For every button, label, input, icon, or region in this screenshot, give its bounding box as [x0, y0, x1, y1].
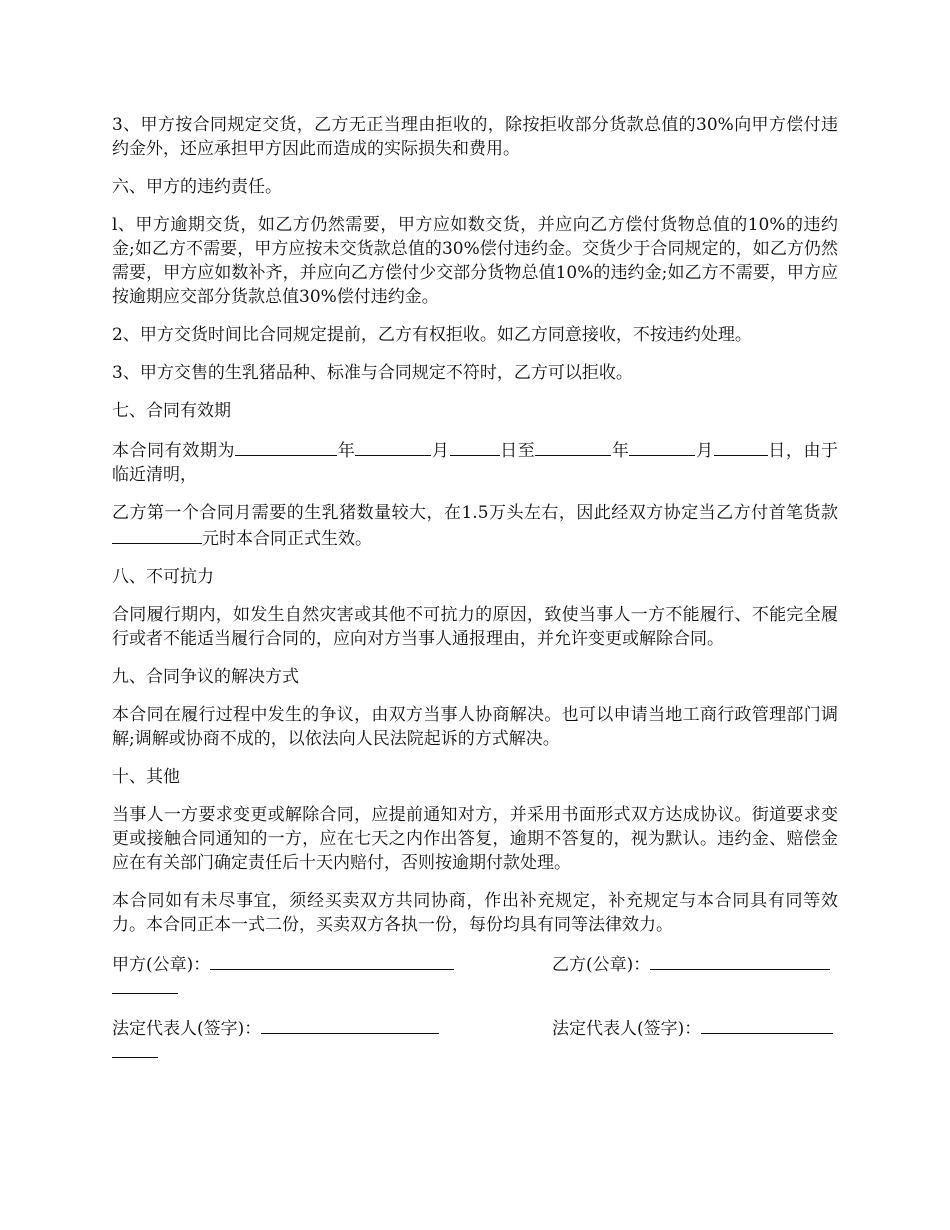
clause-1-late-delivery: l、甲方逾期交货，如乙方仍然需要，甲方应如数交货，并应向乙方偿付货物总值的10%的违约金;如乙方不需要，甲方应按未交货款总值的30%偿付违约金。交货少于合同规定的，如乙方仍然需要，甲方应如数补齐，并应向乙方偿付少交部分货物总值10%的违约金;如乙方不需要，甲方应按逾期应交部分货款总值30%偿付违约金。 — [112, 215, 838, 307]
section-9-heading: 九、合同争议的解决方式 — [112, 667, 299, 687]
force-majeure-text: 合同履行期内，如发生自然灾害或其他不可抗力的原因，致使当事人一方不能履行、不能完全履行或者不能适当履行合同的，应向对方当事人通报理由，并允许变更或解除合同。 — [112, 605, 838, 649]
party-b-seal-line-wrap — [112, 975, 178, 994]
modification-text: 当事人一方要求变更或解除合同，应提前通知对方，并采用书面形式双方达成协议。街道要求变更或接触合同通知的一方，应在七天之内作出答复，逾期不答复的，视为默认。违约金、赔偿金应在有关部门确定责任后十天内赔付，否则按逾期付款处理。 — [112, 805, 838, 873]
section-8-heading: 八、不可抗力 — [112, 567, 214, 587]
section-10-heading: 十、其他 — [112, 767, 180, 787]
party-b-seal — [552, 951, 830, 977]
validity-year2: 年 — [611, 441, 630, 461]
party-a-rep-line[interactable] — [261, 1015, 439, 1034]
party-a-rep-label: 法定代表人(签字)： — [112, 1019, 262, 1039]
start-year-blank — [235, 437, 337, 456]
payment-suffix: 元时本合同正式生效。 — [202, 529, 372, 549]
section-6-heading: 六、甲方的违约责任。 — [112, 177, 282, 197]
validity-paragraph — [112, 437, 838, 487]
clause-3-buyer-refusal: 3、甲方按合同规定交货，乙方无正当理由拒收的，除按拒收部分货款总值的30%向甲方偿付违约金外，还应承担甲方因此而造成的实际损失和费用。 — [112, 115, 838, 159]
validity-month2: 月 — [695, 441, 714, 461]
party-b-rep-line-wrap — [112, 1039, 158, 1058]
supplementary-text: 本合同如有未尽事宜，须经买卖双方共同协商，作出补充规定，补充规定与本合同具有同等效力。本合同正本一式二份，买卖双方各执一份，每份均具有同等法律效力。 — [112, 891, 838, 935]
party-b-rep-label: 法定代表人(签字)： — [552, 1019, 702, 1039]
clause-2-early-delivery: 2、甲方交货时间比合同规定提前，乙方有权拒收。如乙方同意接收，不按违约处理。 — [112, 325, 752, 345]
validity-day-to: 日至 — [499, 441, 536, 461]
payment-paragraph — [112, 501, 838, 551]
seal-row-continuation — [112, 975, 838, 999]
party-b-representative — [552, 1015, 833, 1041]
end-month-blank — [629, 437, 695, 456]
validity-day-end: 日，由于临近清明， — [112, 441, 839, 485]
payment-amount-blank — [112, 525, 202, 544]
seal-row — [112, 951, 838, 975]
party-a-seal-line[interactable] — [210, 951, 454, 970]
party-a-representative — [112, 1015, 439, 1041]
clause-3-nonconforming: 3、甲方交售的生乳猪品种、标准与合同规定不符时，乙方可以拒收。 — [112, 363, 633, 383]
validity-month1: 月 — [431, 441, 450, 461]
payment-prefix: 乙方第一个合同月需要的生乳猪数量较大，在1.5万头左右，因此经双方协定当乙方付首笔货款 — [112, 503, 838, 523]
party-b-seal-line[interactable] — [650, 951, 830, 970]
section-7-heading: 七、合同有效期 — [112, 401, 231, 421]
party-a-seal — [112, 951, 454, 977]
dispute-resolution-text: 本合同在履行过程中发生的争议，由双方当事人协商解决。也可以申请当地工商行政管理部门调解;调解或协商不成的，以依法向人民法院起诉的方式解决。 — [112, 705, 838, 749]
start-day-blank — [450, 437, 500, 456]
validity-prefix: 本合同有效期为 — [112, 441, 236, 461]
party-b-rep-line[interactable] — [701, 1015, 833, 1034]
validity-year1: 年 — [337, 441, 356, 461]
representative-row — [112, 1015, 838, 1039]
end-day-blank — [714, 437, 768, 456]
party-b-seal-label: 乙方(公章)： — [552, 955, 651, 975]
party-a-seal-label: 甲方(公章)： — [112, 955, 211, 975]
end-year-blank — [535, 437, 611, 456]
start-month-blank — [355, 437, 431, 456]
representative-row-continuation — [112, 1039, 838, 1063]
